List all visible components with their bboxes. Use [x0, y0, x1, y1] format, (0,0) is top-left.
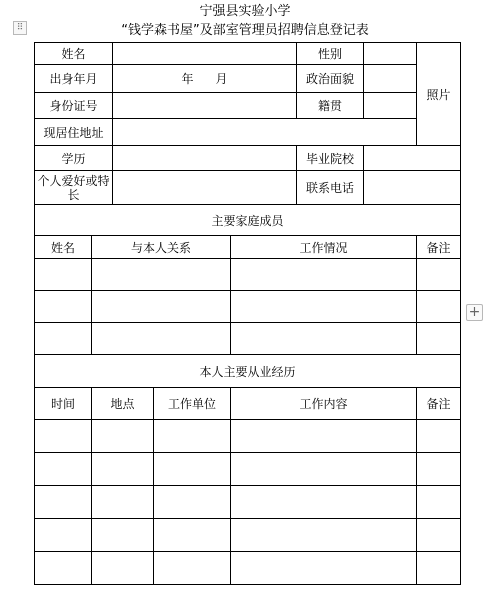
phone-field[interactable] [364, 171, 461, 205]
experience-cell[interactable] [231, 453, 417, 486]
experience-cell[interactable] [35, 453, 92, 486]
family-col-name: 姓名 [35, 236, 92, 259]
name-label: 姓名 [35, 43, 113, 65]
hobby-label: 个人爱好或特长 [35, 171, 113, 205]
family-cell[interactable] [35, 259, 92, 291]
experience-cell[interactable] [417, 552, 461, 585]
personal-row-address [35, 119, 461, 146]
school-label: 毕业院校 [297, 146, 364, 171]
birth-year-label: 年 [181, 72, 194, 86]
personal-row-hobby [35, 171, 461, 205]
experience-cell[interactable] [231, 519, 417, 552]
native-field[interactable] [364, 93, 417, 119]
table-row [35, 552, 461, 585]
experience-cell[interactable] [92, 453, 154, 486]
family-section-title: 主要家庭成员 [35, 205, 461, 236]
experience-cell[interactable] [92, 552, 154, 585]
experience-cell[interactable] [35, 486, 92, 519]
experience-col-place: 地点 [92, 388, 154, 420]
table-row [35, 453, 461, 486]
family-col-work: 工作情况 [231, 236, 417, 259]
hobby-field[interactable] [113, 171, 297, 205]
experience-cell[interactable] [92, 420, 154, 453]
id-field[interactable] [113, 93, 297, 119]
family-cell[interactable] [35, 323, 92, 355]
id-label: 身份证号 [35, 93, 113, 119]
form-title-line1: 宁强县实验小学 [199, 4, 291, 19]
add-row-button[interactable]: + [466, 304, 483, 321]
experience-section-header [35, 355, 461, 388]
table-row [35, 519, 461, 552]
personal-row-birth [35, 65, 461, 93]
table-row [35, 259, 461, 291]
address-label: 现居住地址 [35, 119, 113, 146]
experience-col-notes: 备注 [417, 388, 461, 420]
native-label: 籍贯 [297, 93, 364, 119]
birth-label: 出身年月 [35, 65, 113, 93]
school-field[interactable] [364, 146, 461, 171]
experience-col-employer: 工作单位 [154, 388, 231, 420]
personal-row-id [35, 93, 461, 119]
name-field[interactable] [113, 43, 297, 65]
experience-cell[interactable] [35, 519, 92, 552]
family-cell[interactable] [417, 323, 461, 355]
family-cell[interactable] [231, 291, 417, 323]
table-row [35, 323, 461, 355]
table-row [35, 420, 461, 453]
education-field[interactable] [113, 146, 297, 171]
family-cell[interactable] [417, 291, 461, 323]
family-section-header [35, 205, 461, 236]
experience-cell[interactable] [154, 519, 231, 552]
experience-section-title: 本人主要从业经历 [35, 355, 461, 388]
family-cell[interactable] [231, 323, 417, 355]
family-cell[interactable] [417, 259, 461, 291]
experience-cell[interactable] [154, 420, 231, 453]
address-field[interactable] [113, 119, 417, 146]
experience-cell[interactable] [417, 486, 461, 519]
family-cell[interactable] [92, 259, 231, 291]
family-cell[interactable] [231, 259, 417, 291]
experience-cell[interactable] [417, 519, 461, 552]
experience-cell[interactable] [417, 453, 461, 486]
political-field[interactable] [364, 65, 417, 93]
family-cell[interactable] [92, 323, 231, 355]
experience-cell[interactable] [154, 552, 231, 585]
phone-label: 联系电话 [297, 171, 364, 205]
experience-cell[interactable] [35, 552, 92, 585]
experience-cell[interactable] [231, 420, 417, 453]
experience-cell[interactable] [154, 453, 231, 486]
experience-header-row [35, 388, 461, 420]
experience-cell[interactable] [154, 486, 231, 519]
family-col-relation: 与本人关系 [92, 236, 231, 259]
photo-box[interactable]: 照片 [417, 43, 461, 146]
registration-form-table [34, 42, 461, 585]
family-col-notes: 备注 [417, 236, 461, 259]
gender-label: 性别 [297, 43, 364, 65]
experience-cell[interactable] [35, 420, 92, 453]
experience-cell[interactable] [92, 519, 154, 552]
family-cell[interactable] [92, 291, 231, 323]
table-move-handle-icon[interactable]: ⠿ [13, 21, 27, 35]
experience-col-time: 时间 [35, 388, 92, 420]
birth-field[interactable] [113, 65, 297, 93]
education-label: 学历 [35, 146, 113, 171]
experience-cell[interactable] [92, 486, 154, 519]
experience-col-content: 工作内容 [231, 388, 417, 420]
political-label: 政治面貌 [297, 65, 364, 93]
family-cell[interactable] [35, 291, 92, 323]
personal-row-education [35, 146, 461, 171]
birth-month-label: 月 [215, 72, 228, 86]
table-row [35, 486, 461, 519]
personal-row-name [35, 43, 461, 65]
table-row [35, 291, 461, 323]
experience-cell[interactable] [231, 486, 417, 519]
experience-cell[interactable] [231, 552, 417, 585]
form-title-line2: “钱学森书屋”及部室管理员招聘信息登记表 [121, 23, 369, 38]
experience-cell[interactable] [417, 420, 461, 453]
family-header-row [35, 236, 461, 259]
gender-field[interactable] [364, 43, 417, 65]
